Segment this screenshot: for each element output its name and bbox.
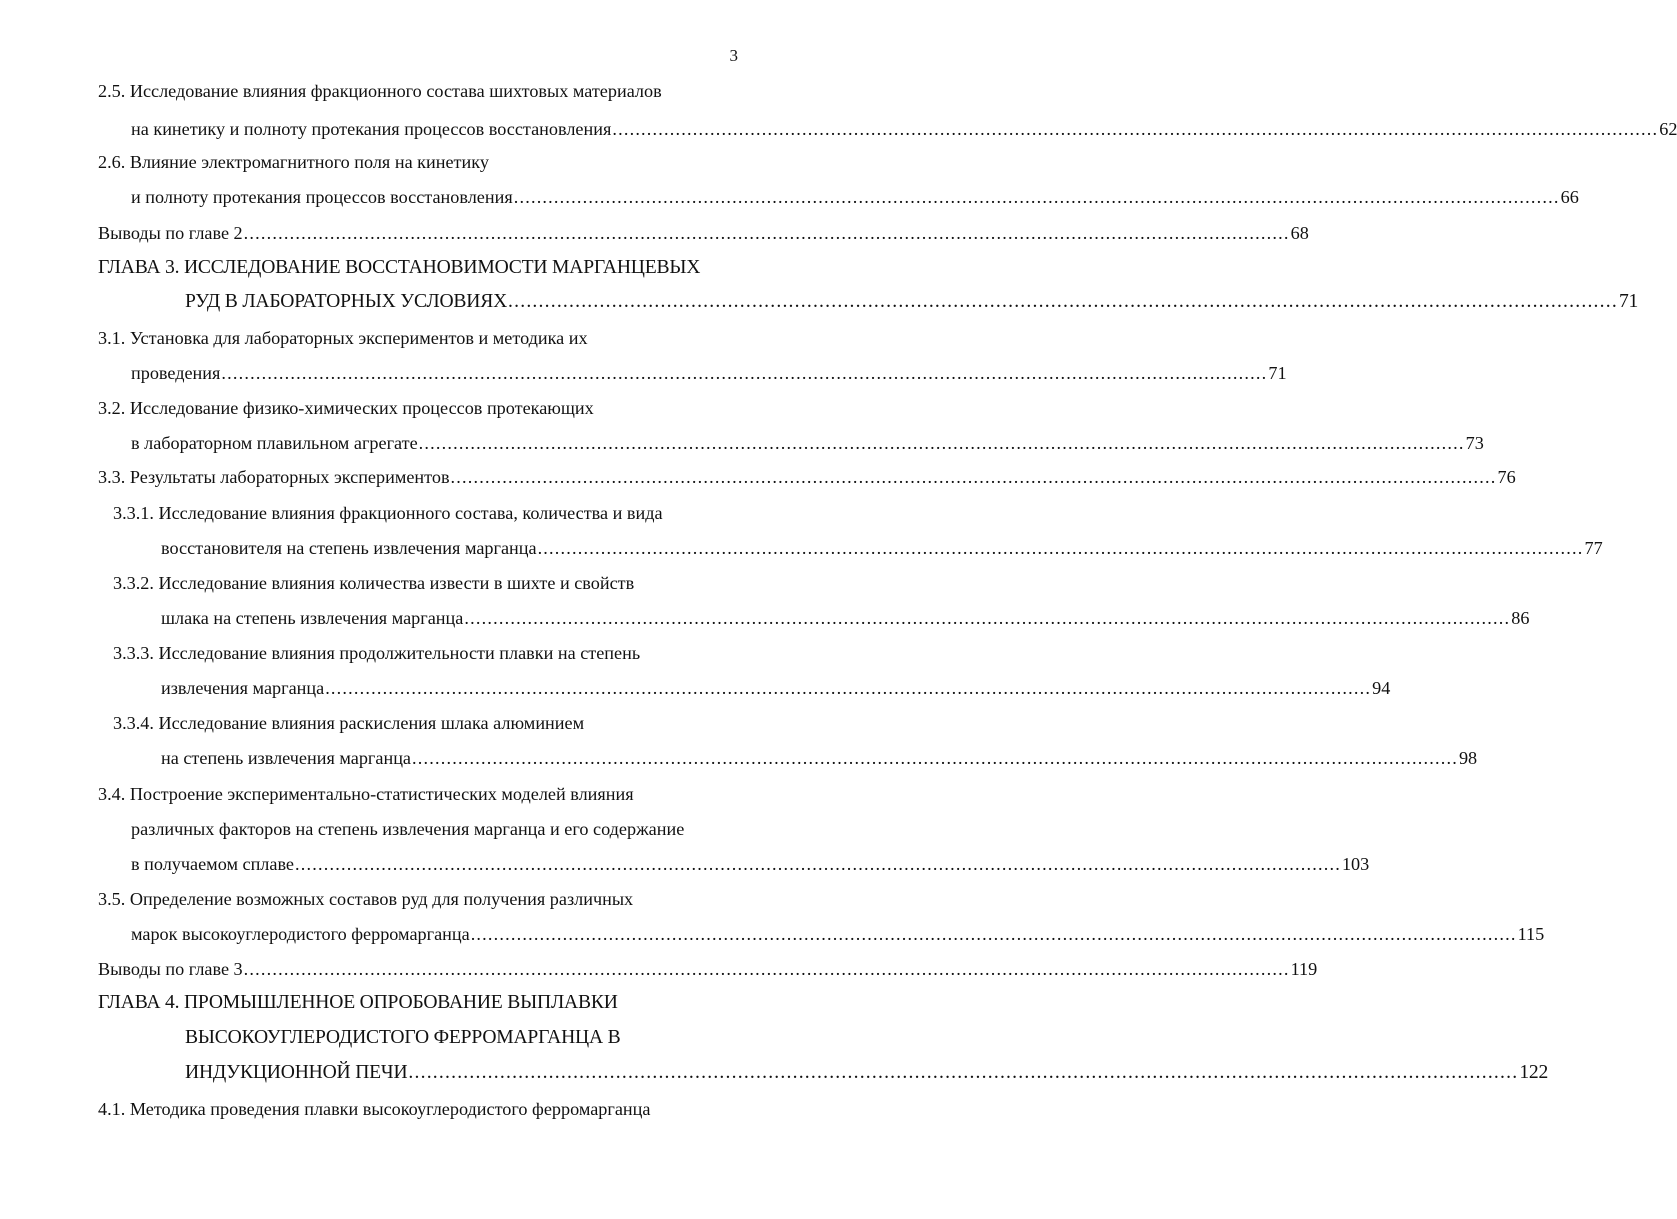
- dot-leader: ......................................................................................................................................................................................: [470, 924, 1517, 944]
- dot-leader: ......................................................................................................................................................................................: [537, 538, 1584, 558]
- toc-entry-text: извлечения марганца: [161, 678, 325, 698]
- toc-entry-3-3-4-line-1: 3.3.4. Исследование влияния раскисления шлака алюминием: [113, 713, 585, 733]
- toc-entry-3-2[interactable]: [131, 430, 1484, 456]
- toc-entry-3-3-2-line-1: 3.3.2. Исследование влияния количества извести в шихте и свойств: [113, 573, 635, 593]
- toc-entry-text: в лабораторном плавильном агрегате: [131, 433, 418, 453]
- toc-entry-2-6[interactable]: [131, 184, 1579, 210]
- toc-page-number: 73: [1465, 433, 1484, 453]
- toc-entry-3-3-2[interactable]: [161, 605, 1530, 631]
- toc-entry-3-3-4[interactable]: [161, 745, 1478, 771]
- toc-entry-3-4[interactable]: [131, 851, 1370, 877]
- toc-page-number: 76: [1497, 467, 1516, 487]
- toc-entry-2-6-line-1: 2.6. Влияние электромагнитного поля на кинетику: [98, 152, 489, 172]
- toc-entry-3-3-3-line-1: 3.3.3. Исследование влияния продолжительности плавки на степень: [113, 643, 641, 663]
- toc-page-number: 62: [1659, 119, 1677, 139]
- toc-page-number: 77: [1584, 538, 1603, 558]
- toc-entry-3-3-1-line-1: 3.3.1. Исследование влияния фракционного состава, количества и вида: [113, 503, 663, 523]
- toc-chapter-3-line-1: ГЛАВА 3. ИССЛЕДОВАНИЕ ВОССТАНОВИМОСТИ МАРГАНЦЕВЫХ: [98, 257, 701, 278]
- toc-entry-3-4-line-2: различных факторов на степень извлечения марганца и его содержание: [131, 819, 685, 839]
- toc-entry-2-5-line-1: 2.5. Исследование влияния фракционного состава шихтовых материалов: [98, 81, 662, 101]
- toc-entry-text: 3.3. Результаты лабораторных экспериментов: [98, 467, 450, 487]
- toc-entry-text: ИНДУКЦИОННОЙ ПЕЧИ: [185, 1062, 408, 1083]
- toc-entry-3-4-line-1: 3.4. Построение экспериментально-статистических моделей влияния: [98, 784, 634, 804]
- toc-entry-text: на степень извлечения марганца: [161, 748, 412, 768]
- toc-entry-text: Выводы по главе 2: [98, 223, 243, 243]
- page-number: 3: [729, 46, 738, 65]
- toc-chapter-4-line-2: ВЫСОКОУГЛЕРОДИСТОГО ФЕРРОМАРГАНЦА В: [185, 1027, 621, 1048]
- toc-entry-3-2-line-1: 3.2. Исследование физико-химических процессов протекающих: [98, 398, 594, 418]
- toc-page-number: 119: [1290, 959, 1318, 979]
- toc-entry-3-3[interactable]: [98, 464, 1516, 490]
- dot-leader: ......................................................................................................................................................................................: [513, 187, 1560, 207]
- toc-page-number: 71: [1268, 363, 1287, 383]
- toc-entry-text: и полноту протекания процессов восстановления: [131, 187, 513, 207]
- dot-leader: ......................................................................................................................................................................................: [243, 223, 1290, 243]
- dot-leader: ......................................................................................................................................................................................: [508, 291, 1618, 312]
- toc-entry-3-3-3[interactable]: [161, 675, 1391, 701]
- toc-page-number: 122: [1519, 1062, 1549, 1083]
- toc-entry-4-1[interactable]: 4.1. Методика проведения плавки высокоуглеродистого ферромарганца: [98, 1099, 651, 1119]
- dot-leader: ......................................................................................................................................................................................: [612, 119, 1659, 139]
- dot-leader: ......................................................................................................................................................................................: [464, 608, 1511, 628]
- toc-entry-text: проведения: [131, 363, 221, 383]
- toc-page-number: 68: [1290, 223, 1309, 243]
- toc-chapter-4-line-1: ГЛАВА 4. ПРОМЫШЛЕННОЕ ОПРОБОВАНИЕ ВЫПЛАВКИ: [98, 992, 618, 1013]
- toc-page-number: 115: [1517, 924, 1545, 944]
- toc-chapter-3[interactable]: [185, 289, 1639, 315]
- toc-page-number: 98: [1458, 748, 1478, 768]
- dot-leader: ......................................................................................................................................................................................: [325, 678, 1372, 698]
- toc-entry-3-3-1[interactable]: [161, 535, 1603, 561]
- dot-leader: ......................................................................................................................................................................................: [408, 1062, 1519, 1083]
- dot-leader: ......................................................................................................................................................................................: [418, 433, 1465, 453]
- toc-chapter-4[interactable]: [185, 1060, 1549, 1086]
- toc-entry-text: шлака на степень извлечения марганца: [161, 608, 464, 628]
- toc-page-number: 103: [1341, 854, 1370, 874]
- toc-entry-3-1-line-1: 3.1. Установка для лабораторных экспериментов и методика их: [98, 328, 588, 348]
- toc-entry-conclusions-2[interactable]: [98, 220, 1309, 246]
- toc-entry-text: Выводы по главе 3: [98, 959, 243, 979]
- dot-leader: ......................................................................................................................................................................................: [450, 467, 1497, 487]
- toc-entry-text: в получаемом сплаве: [131, 854, 295, 874]
- toc-entry-text: восстановителя на степень извлечения марганца: [161, 538, 537, 558]
- toc-page-number: 94: [1372, 678, 1391, 698]
- toc-entry-text: марок высокоуглеродистого ферромарганца: [131, 924, 470, 944]
- toc-entry-text: на кинетику и полноту протекания процессов восстановления: [131, 119, 612, 139]
- toc-page-number: 71: [1618, 291, 1639, 312]
- toc-entry-3-5[interactable]: [131, 921, 1545, 947]
- dot-leader: ......................................................................................................................................................................................: [295, 854, 1341, 874]
- toc-entry-3-5-line-1: 3.5. Определение возможных составов руд для получения различных: [98, 889, 634, 909]
- toc-entry-text: РУД В ЛАБОРАТОРНЫХ УСЛОВИЯХ: [185, 291, 508, 312]
- toc-page-number: 66: [1560, 187, 1579, 207]
- dot-leader: ......................................................................................................................................................................................: [221, 363, 1268, 383]
- toc-entry-2-5[interactable]: [131, 116, 1677, 142]
- toc-page-number: 86: [1511, 608, 1530, 628]
- toc-entry-3-1[interactable]: [131, 360, 1287, 386]
- dot-leader: ......................................................................................................................................................................................: [243, 959, 1290, 979]
- toc-entry-conclusions-3[interactable]: [98, 956, 1318, 982]
- dot-leader: ......................................................................................................................................................................................: [412, 748, 1458, 768]
